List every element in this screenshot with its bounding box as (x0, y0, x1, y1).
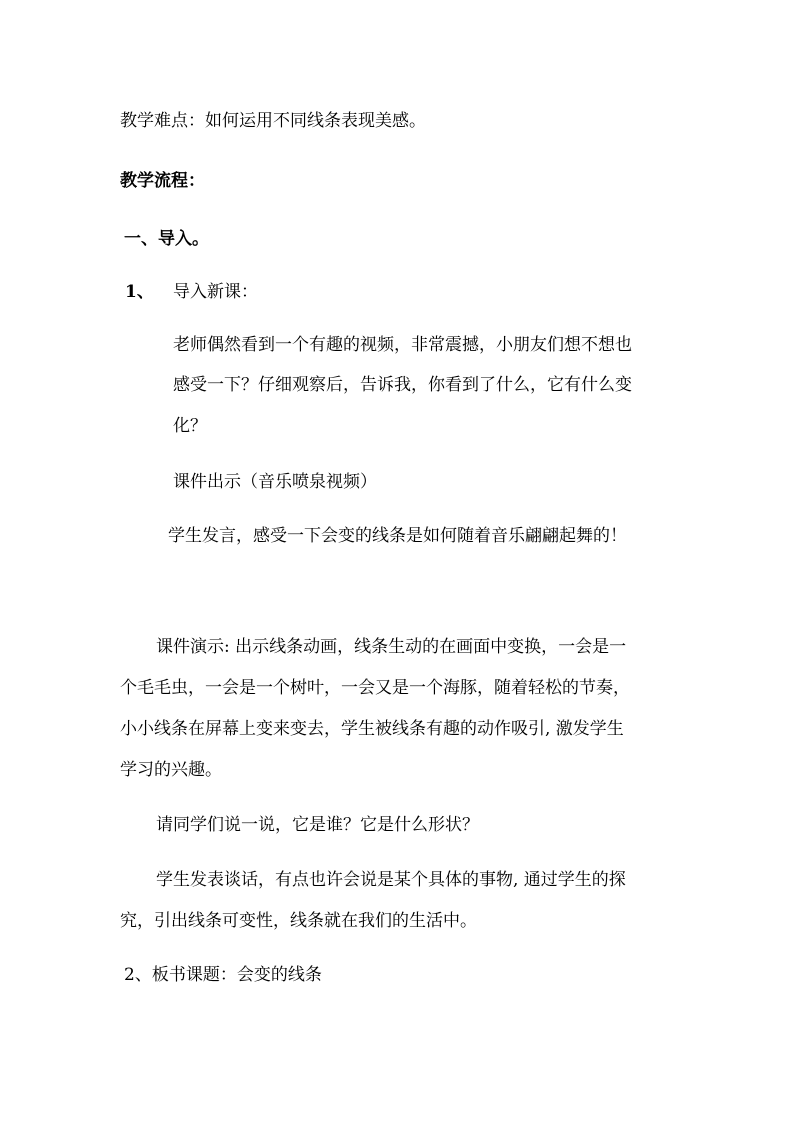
teaching-difficulty: 教学难点：如何运用不同线条表现美感。 (120, 111, 426, 131)
item-number-1: 1、 (125, 282, 154, 302)
intro-paragraph-line-2: 感受一下？仔细观察后，告诉我，你看到了什么，它有什么变 (173, 375, 632, 395)
students-speak: 学生发言，感受一下会变的线条是如何随着音乐翩翩起舞的！ (168, 526, 627, 546)
intro-paragraph-line-1: 老师偶然看到一个有趣的视频，非常震撼，小朋友们想不想也 (173, 335, 632, 355)
item-title-new-lesson: 导入新课： (173, 282, 258, 302)
ask-students: 请同学们说一说，它是谁？它是什么形状？ (156, 815, 479, 835)
intro-paragraph-line-3: 化？ (173, 416, 207, 436)
discussion-line-2: 究，引出线条可变性，线条就在我们的生活中。 (120, 911, 477, 931)
courseware-display: 课件出示（音乐喷泉视频） (173, 472, 377, 492)
discussion-line-1: 学生发表谈话，有点也许会说是某个具体的事物, 通过学生的探 (156, 870, 626, 890)
process-heading: 教学流程： (120, 171, 205, 191)
demo-paragraph-line-4: 学习的兴趣。 (120, 760, 222, 780)
item-2-board-title: 2、板书课题：会变的线条 (124, 965, 322, 985)
demo-paragraph-line-2: 个毛毛虫，一会是一个树叶，一会又是一个海豚，随着轻松的节奏， (120, 678, 630, 698)
demo-paragraph-line-1: 课件演示: 出示线条动画，线条生动的在画面中变换，一会是一 (156, 637, 627, 657)
demo-paragraph-line-3: 小小线条在屏幕上变来变去，学生被线条有趣的动作吸引, 激发学生 (120, 719, 624, 739)
section-heading-intro: 一、导入。 (124, 229, 209, 249)
